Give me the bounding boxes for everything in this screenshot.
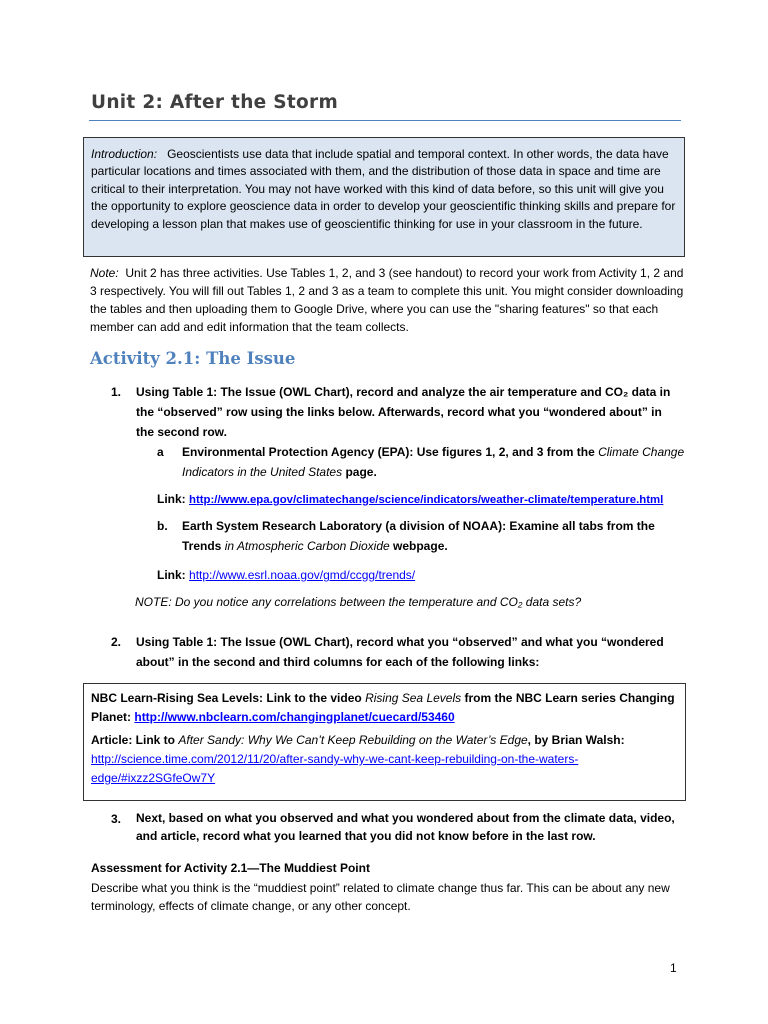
list-item-1: [111, 382, 691, 442]
nbc-video-title: Rising Sea Levels: [365, 691, 462, 705]
sub-b-end: webpage.: [393, 539, 448, 553]
item-2-text-2: and what you: [520, 635, 598, 649]
item-3-line-1: Next, based on what you observed and what you wondered about from the climate data, video,: [136, 811, 675, 825]
article-title: After Sandy: Why We Can’t Keep Rebuilding on the Water’s Edge: [178, 733, 528, 747]
item-2-bold-2: “wondered: [601, 635, 664, 649]
sub-b-italic: in Atmospheric Carbon Dioxide: [224, 539, 390, 553]
correlation-note: NOTE: Do you notice any correlations between the temperature and CO₂ data sets?: [135, 595, 582, 609]
link-row-noaa: [157, 565, 687, 585]
item-2-bold-3: about”: [136, 655, 175, 669]
item-1-text: [136, 382, 696, 442]
item-1-line-3: the second row.: [136, 425, 227, 439]
sub-marker-a: a: [157, 445, 164, 459]
article-author: , by Brian Walsh:: [527, 733, 625, 747]
item-2-text-3: in the second and third columns for each of the following links:: [178, 655, 540, 669]
page-number: 1: [670, 961, 677, 975]
sub-b-text: Earth System Research Laboratory (a division of NOAA): Examine all tabs from the: [182, 519, 655, 533]
sub-a-italic-2: Indicators in the United States: [182, 465, 343, 479]
noaa-link[interactable]: http://www.esrl.noaa.gov/gmd/ccgg/trends/: [189, 568, 416, 582]
assessment-heading: Assessment for Activity 2.1—The Muddiest Point: [91, 861, 370, 875]
article-resource: [91, 731, 678, 788]
article-text: Article: Link to: [91, 733, 176, 747]
introduction-box: [83, 137, 685, 257]
assessment-text: Describe what you think is the “muddiest point” related to climate change thus far. This can be about any new terminology, effects of climate change, or any other concept.: [91, 881, 670, 913]
item-2-bold-1: “observed”: [452, 635, 518, 649]
nbc-text: NBC Learn-Rising Sea Levels: Link to the video: [91, 691, 362, 705]
sub-a-text: Environmental Protection Agency (EPA): Use figures 1, 2, and 3 from the: [182, 445, 595, 459]
item-1-line-1: Using Table 1: The Issue (OWL Chart), record and analyze the air temperature and CO₂ data in: [136, 385, 671, 399]
item-3-line-2: and article, record what you learned that you did not know before in the last row.: [136, 829, 596, 843]
link-row-epa: [157, 489, 687, 510]
article-link-part-1[interactable]: http://science.time.com/2012/11/20/after-sandy-why-we-cant-keep-rebuilding-on-the-waters-: [91, 752, 579, 766]
item-number: 3.: [111, 812, 122, 826]
link-label: Link:: [157, 492, 186, 506]
item-number: 2.: [111, 635, 122, 649]
unit-note: [90, 264, 688, 336]
nbc-planet-label: Planet:: [91, 710, 132, 724]
link-label: Link:: [157, 568, 186, 582]
resources-box: [83, 683, 686, 801]
activity-heading: Activity 2.1: The Issue: [90, 349, 296, 368]
intro-label: Introduction:: [91, 147, 158, 161]
sub-a-italic-1: Climate Change: [598, 445, 685, 459]
nbc-text-end: from the NBC Learn series Changing: [464, 691, 675, 705]
note-label: Note:: [90, 266, 119, 280]
page-title: Unit 2: After the Storm: [91, 92, 339, 113]
nbc-link[interactable]: http://www.nbclearn.com/changingplanet/cuecard/53460: [134, 710, 455, 724]
nbc-resource: [91, 689, 678, 727]
sub-a-end: page.: [345, 465, 377, 479]
title-divider: [89, 120, 681, 121]
item-number: 1.: [111, 385, 122, 399]
sub-marker-b: b.: [157, 519, 168, 533]
item-1-line-2: the “observed” row using the links below. Afterwards, record what you “wondered about” in: [136, 405, 662, 419]
intro-text: Geoscientists use data that include spatial and temporal context. In other words, the data have particular locations and times associated with them, and the distribution of those data in space and time are critical to their interpretation. You may not have worked with this kind of data before, so this unit will give you the opportunity to explore geoscience data in order to develop your geoscientific thinking skills and prepare for developing a lesson plan that makes use of geoscientific thinking for use in your classroom in the future.: [91, 147, 676, 231]
sub-b-start: Trends: [182, 539, 222, 553]
item-2-text-1: Using Table 1: The Issue (OWL Chart), record what you: [136, 635, 449, 649]
note-text: Unit 2 has three activities. Use Tables 1, 2, and 3 (see handout) to record your work from Activity 1, 2 and 3 respectively. You will fill out Tables 1, 2 and 3 as a team to complete this unit. You might consider downloading the tables and then uploading them to Google Drive, where you can use the "sharing features" so that each member can add and edit information that the team collects.: [90, 266, 684, 334]
epa-link[interactable]: http://www.epa.gov/climatechange/science/indicators/weather-climate/temperature.html: [189, 494, 664, 506]
article-link-part-2[interactable]: edge/#ixzz2SGfeOw7Y: [91, 771, 216, 785]
